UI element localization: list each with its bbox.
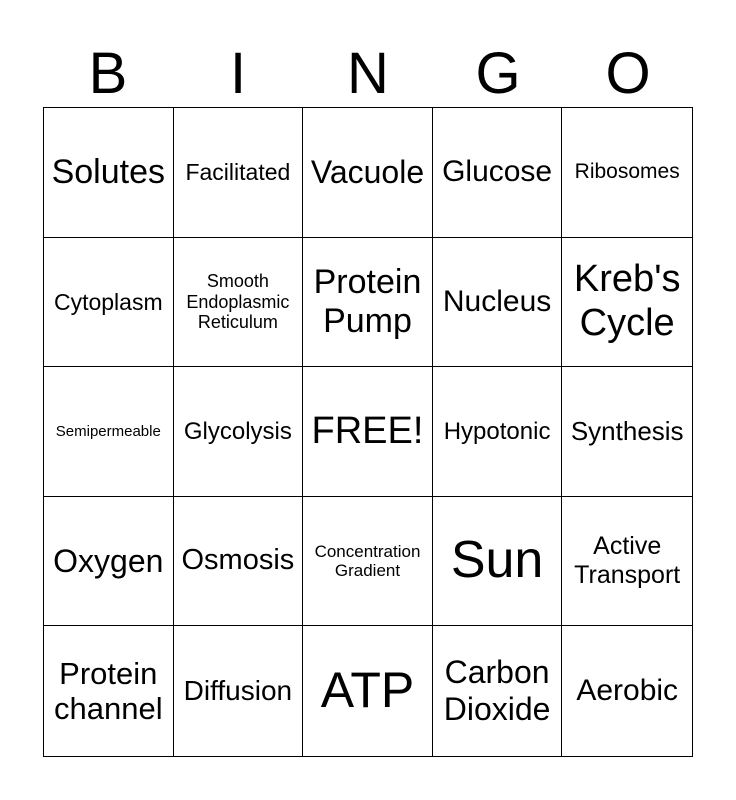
cell-label: Carbon Dioxide: [443, 654, 551, 728]
bingo-cell[interactable]: [174, 626, 304, 756]
header-letter-g: G: [475, 41, 521, 106]
cell-label: Synthesis: [570, 415, 684, 446]
bingo-cell[interactable]: [433, 238, 563, 368]
bingo-cell[interactable]: [44, 497, 174, 627]
cell-label: Diffusion: [183, 675, 293, 707]
bingo-cell[interactable]: [303, 497, 433, 627]
cell-label: Smooth Endoplasmic Reticulum: [186, 270, 290, 333]
cell-label: Concentration Gradient: [314, 541, 421, 581]
cell-label: Cytoplasm: [53, 288, 163, 315]
bingo-cell[interactable]: [562, 367, 692, 497]
bingo-cell[interactable]: [433, 626, 563, 756]
bingo-cell[interactable]: [562, 626, 692, 756]
bingo-cell[interactable]: [562, 238, 692, 368]
bingo-cell[interactable]: [303, 626, 433, 756]
bingo-cell[interactable]: [44, 367, 174, 497]
bingo-header: [43, 40, 693, 108]
cell-label: Protein channel: [54, 655, 163, 727]
cell-label: Hypotonic: [443, 417, 551, 445]
cell-label: Vacuole: [310, 153, 425, 190]
cell-label: Sun: [450, 531, 544, 590]
cell-label: Facilitated: [185, 159, 291, 186]
bingo-cell[interactable]: [303, 108, 433, 238]
bingo-board: [43, 107, 693, 757]
cell-label: Glycolysis: [183, 417, 292, 445]
bingo-cell[interactable]: [44, 626, 174, 756]
header-letter-n: N: [347, 41, 389, 106]
bingo-cell[interactable]: [44, 238, 174, 368]
cell-label: Ribosomes: [574, 160, 680, 184]
cell-label: Active Transport: [574, 532, 681, 590]
cell-label: FREE!: [311, 409, 424, 452]
bingo-cell[interactable]: [433, 497, 563, 627]
cell-label: Oxygen: [53, 542, 164, 579]
bingo-cell[interactable]: [174, 497, 304, 627]
cell-label: Nucleus: [442, 284, 552, 318]
bingo-free-cell[interactable]: [303, 367, 433, 497]
header-letter-i: I: [229, 41, 247, 106]
cell-label: Osmosis: [181, 544, 295, 577]
cell-label: Aerobic: [576, 673, 679, 707]
header-letter-o: O: [605, 41, 651, 106]
bingo-cell[interactable]: [174, 367, 304, 497]
bingo-cell[interactable]: [562, 497, 692, 627]
header-letter-b: B: [88, 41, 128, 106]
bingo-cell[interactable]: [174, 108, 304, 238]
cell-label: ATP: [320, 662, 415, 719]
cell-label: Solutes: [51, 152, 165, 191]
bingo-cell[interactable]: [562, 108, 692, 238]
bingo-cell[interactable]: [44, 108, 174, 238]
cell-label: Glucose: [442, 155, 553, 189]
bingo-cell[interactable]: [174, 238, 304, 368]
cell-label: Protein Pump: [313, 262, 422, 340]
cell-label: Kreb's Cycle: [573, 258, 681, 344]
bingo-cell[interactable]: [433, 367, 563, 497]
bingo-cell[interactable]: [303, 238, 433, 368]
bingo-cell[interactable]: [433, 108, 563, 238]
cell-label: Semipermeable: [55, 422, 161, 440]
